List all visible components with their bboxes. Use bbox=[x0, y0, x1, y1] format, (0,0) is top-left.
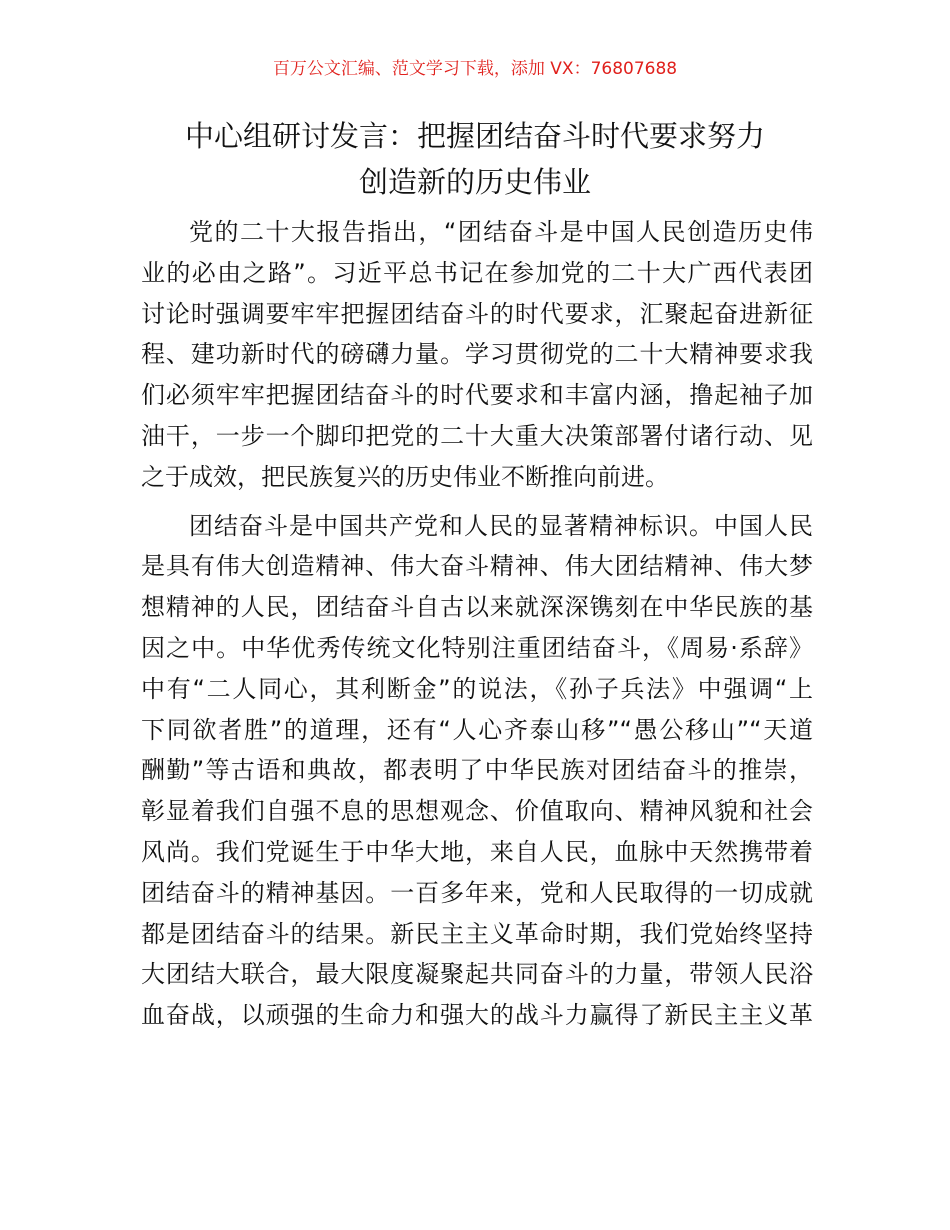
title-line: 中心组研讨发言：把握团结奋斗时代要求努力 bbox=[184, 119, 765, 153]
text-line: 血奋战，以顽强的生命力和强大的战斗力赢得了新民主主义革 bbox=[141, 1001, 813, 1030]
text-line: 下同欲者胜”的道理，还有“人心齐泰山移”“愚公移山”“天道 bbox=[141, 715, 813, 744]
text-line: 风尚。我们党诞生于中华大地，来自人民，血脉中天然携带着 bbox=[141, 837, 813, 866]
text-line: 中有“二人同心，其利断金”的说法，《孙子兵法》中强调“上 bbox=[141, 674, 813, 703]
document-body bbox=[141, 212, 813, 1044]
text-line: 酬勤”等古语和典故，都表明了中华民族对团结奋斗的推崇， bbox=[141, 756, 813, 785]
text-line: 们必须牢牢把握团结奋斗的时代要求和丰富内涵，撸起袖子加 bbox=[141, 381, 813, 410]
text-line: 讨论时强调要牢牢把握团结奋斗的时代要求，汇聚起奋进新征 bbox=[141, 299, 813, 328]
document-title bbox=[120, 113, 830, 205]
text-line: 是具有伟大创造精神、伟大奋斗精神、伟大团结精神、伟大梦 bbox=[141, 552, 813, 581]
text-line: 大团结大联合，最大限度凝聚起共同奋斗的力量，带领人民浴 bbox=[141, 960, 813, 989]
text-line: 彰显着我们自强不息的思想观念、价值取向、精神风貌和社会 bbox=[141, 797, 813, 826]
text-line: 之于成效，把民族复兴的历史伟业不断推向前进。 bbox=[141, 462, 669, 491]
text-line: 党的二十大报告指出，“团结奋斗是中国人民创造历史伟 bbox=[189, 218, 813, 246]
text-line: 程、建功新时代的磅礴力量。学习贯彻党的二十大精神要求我 bbox=[141, 340, 813, 369]
text-line: 都是团结奋斗的结果。新民主主义革命时期，我们党始终坚持 bbox=[141, 919, 813, 948]
text-line: 团结奋斗的精神基因。一百多年来，党和人民取得的一切成就 bbox=[141, 878, 813, 907]
title-line: 创造新的历史伟业 bbox=[358, 165, 591, 199]
text-line: 油干，一步一个脚印把党的二十大重大决策部署付诸行动、见 bbox=[141, 421, 813, 450]
text-line: 想精神的人民，团结奋斗自古以来就深深镌刻在中华民族的基 bbox=[141, 593, 813, 622]
text-line: 业的必由之路”。习近平总书记在参加党的二十大广西代表团 bbox=[141, 258, 813, 287]
paragraph-1 bbox=[141, 212, 813, 498]
watermark-header: 百万公文汇编、范文学习下载，添加 VX：76807688 bbox=[272, 59, 678, 79]
paragraph-2 bbox=[141, 506, 813, 1036]
text-line: 团结奋斗是中国共产党和人民的显著精神标识。中国人民 bbox=[189, 511, 813, 540]
text-line: 因之中。中华优秀传统文化特别注重团结奋斗，《周易·系辞》 bbox=[141, 633, 813, 662]
